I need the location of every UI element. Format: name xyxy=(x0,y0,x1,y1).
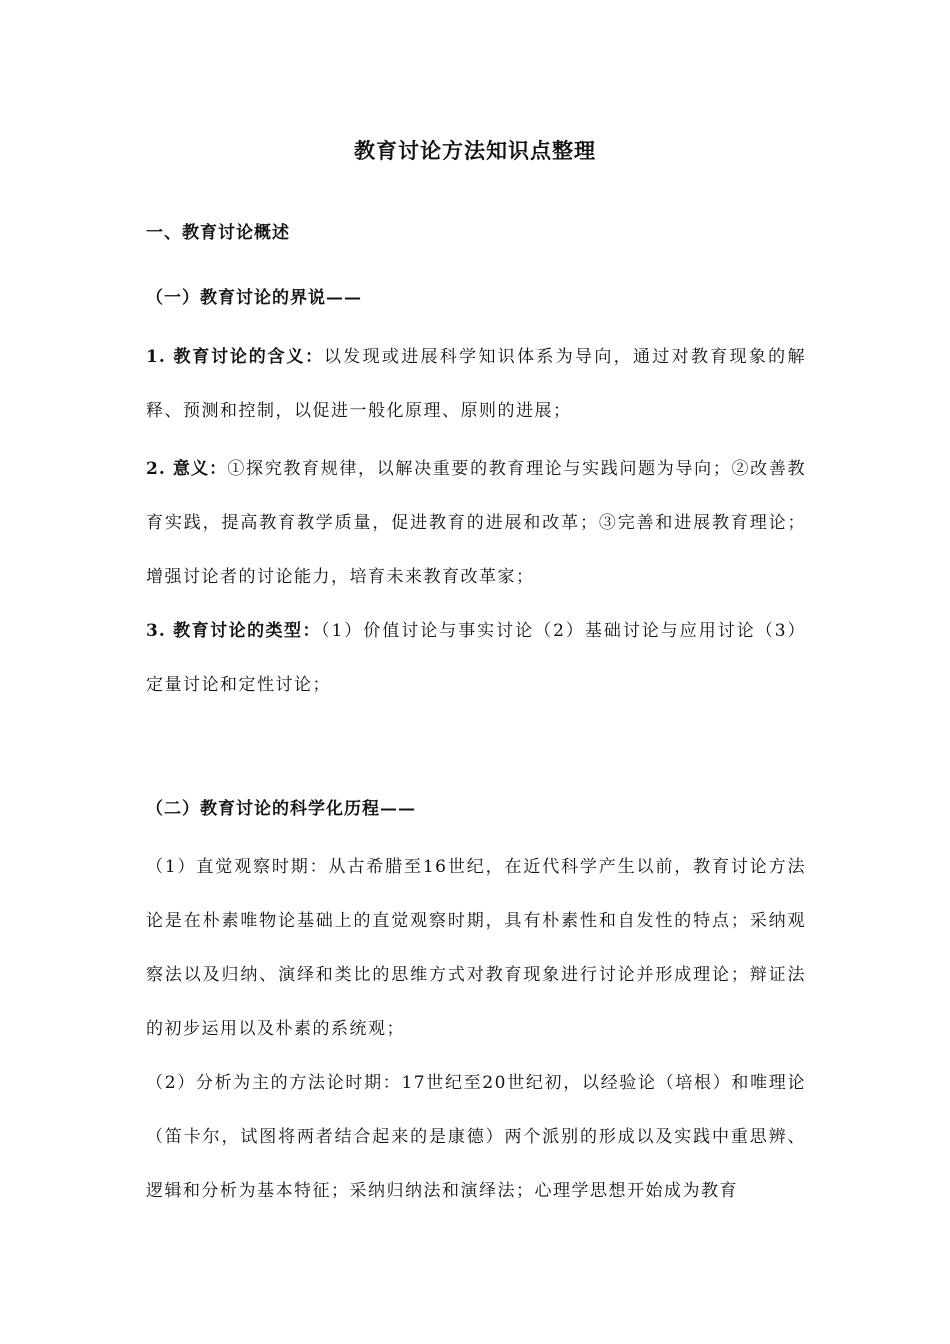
document-title: 教育讨论方法知识点整理 xyxy=(354,138,596,163)
item-text: ①探究教育规律，以解决重要的教育理论与实践问题为导向；②改善教育实践，提高教育教学质量，促进教育的进展和改革；③完善和进展教育理论；增强讨论者的讨论能力，培育未来教育改革家； xyxy=(146,459,807,587)
item-label: 3. 教育讨论的类型： xyxy=(146,621,322,641)
subsection-heading-definition: （一）教育讨论的界说—— xyxy=(146,288,362,308)
section-heading-overview: 一、教育讨论概述 xyxy=(146,223,290,243)
subsection-heading-history: （二）教育讨论的科学化历程—— xyxy=(146,799,416,819)
history-paragraph: （2）分析为主的方法论时期：17世纪至20世纪初，以经验论（培根）和唯理论（笛卡尔，试图将两者结合起来的是康德）两个派别的形成以及实践中重思辨、逻辑和分析为基本特征；采纳归纳法和演绎法；心理学思想开始成为教育 xyxy=(146,1073,806,1201)
history-paragraph: （1）直觉观察时期：从古希腊至16世纪，在近代科学产生以前，教育讨论方法论是在朴素唯物论基础上的直觉观察时期，具有朴素性和自发性的特点；采纳观察法以及归纳、演绎和类比的思维方式对教育现象进行讨论并形成理论；辩证法的初步运用以及朴素的系统观； xyxy=(146,857,806,1039)
item-label: 2. 意义： xyxy=(146,459,228,479)
definition-item-significance xyxy=(146,442,806,604)
item-label: 1. 教育讨论的含义： xyxy=(146,347,324,367)
item-text: 以发现或进展科学知识体系为导向，通过对教育现象的解释、预测和控制，以促进一般化原理、原则的进展； xyxy=(146,347,806,421)
definition-item-types xyxy=(146,604,806,712)
definition-item-meaning xyxy=(146,330,806,438)
item-text: （1）价值讨论与事实讨论（2）基础讨论与应用讨论（3）定量讨论和定性讨论； xyxy=(146,621,806,695)
